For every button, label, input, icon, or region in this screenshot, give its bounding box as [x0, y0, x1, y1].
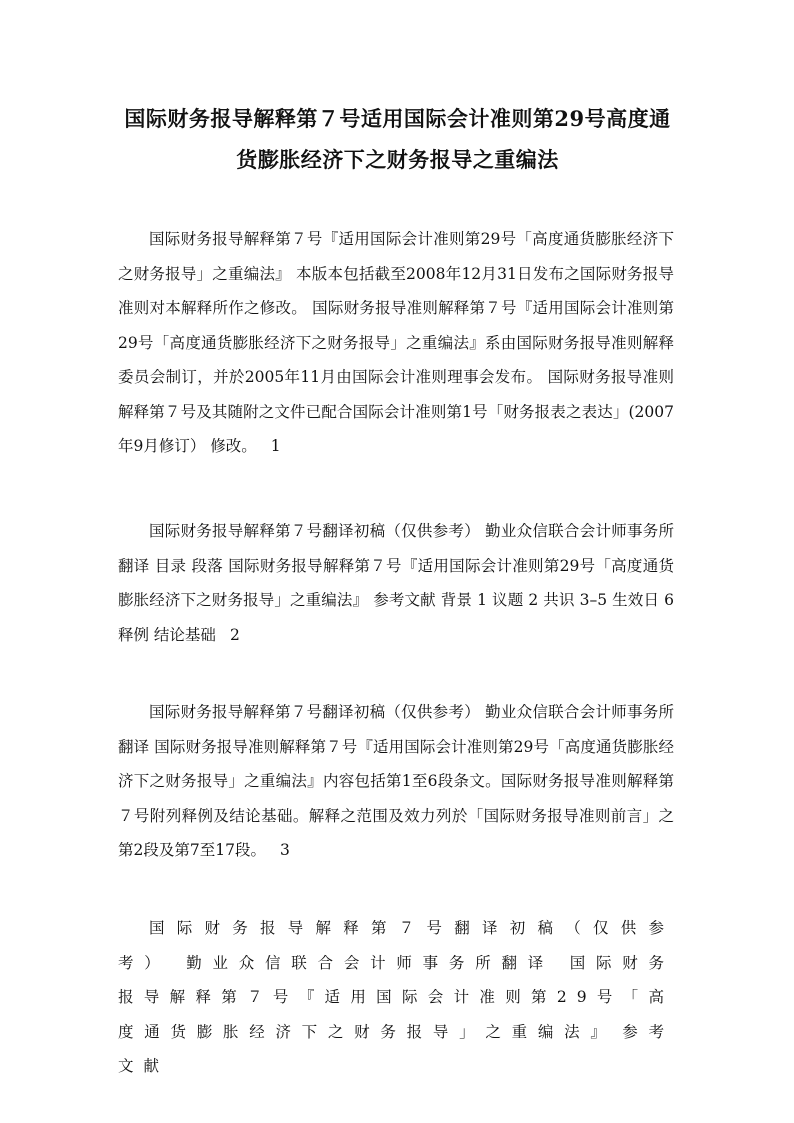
paragraph-text: 国际财务报导解释第７号翻译初稿（仅供参考） 勤业众信联合会计师事务所翻译 目录 段落 国际财务报导解释第７号『适用国际会计准则第29号「高度通货膨胀经济下之财务报导」之重编法』 参考文献 背景 1 议题 2 共识 3–5 生效日 6 释例 结论基础	[118, 522, 674, 644]
paragraph-1	[118, 222, 674, 464]
paragraph-tail: 参考文献	[118, 1022, 674, 1075]
paragraph-text: 国际财务报导解释第７号翻译初稿（仅供参考） 勤业众信联合会计师事务所翻译 国际财务报导解释第７号『适用国际会计准则第29号「高度通货膨胀经济下之财务报导」之重编法』	[118, 919, 674, 1041]
paragraph-4	[118, 911, 674, 1084]
page-number: 2	[229, 625, 240, 644]
document-title: 国际财务报导解释第７号适用国际会计准则第29号高度通货膨胀经济下之财务报导之重编法	[124, 106, 671, 172]
paragraph-text: 国际财务报导解释第７号『适用国际会计准则第29号「高度通货膨胀经济下之财务报导」之重编法』 本版本包括截至2008年12月31日发布之国际财务报导准则对本解释所作之修改。 国际财务报导准则解释第７号『适用国际会计准则第29号「高度通货膨胀经济下之财务报导」之重编法』系由国际财务报导准则解释委员会制订，并於2005年11月由国际会计准则理事会发布。 国际财务报导准则解释第７号及其随附之文件已配合国际会计准则第1号「财务报表之表达」(2007年9月修订） 修改。	[118, 230, 674, 455]
page-number: 1	[270, 437, 281, 455]
paragraph-3	[118, 695, 674, 868]
paragraph-text: 国际财务报导解释第７号翻译初稿（仅供参考） 勤业众信联合会计师事务所翻译 国际财务报导准则解释第７号『适用国际会计准则第29号「高度通货膨胀经济下之财务报导」之重编法』内容包括第1至6段条文。国际财务报导准则解释第７号附列释例及结论基础。解释之范围及效力列於「国际财务报导准则前言」之第2段及第7至17段。	[118, 703, 674, 859]
page-number: 3	[279, 841, 290, 859]
paragraph-2	[118, 514, 674, 652]
